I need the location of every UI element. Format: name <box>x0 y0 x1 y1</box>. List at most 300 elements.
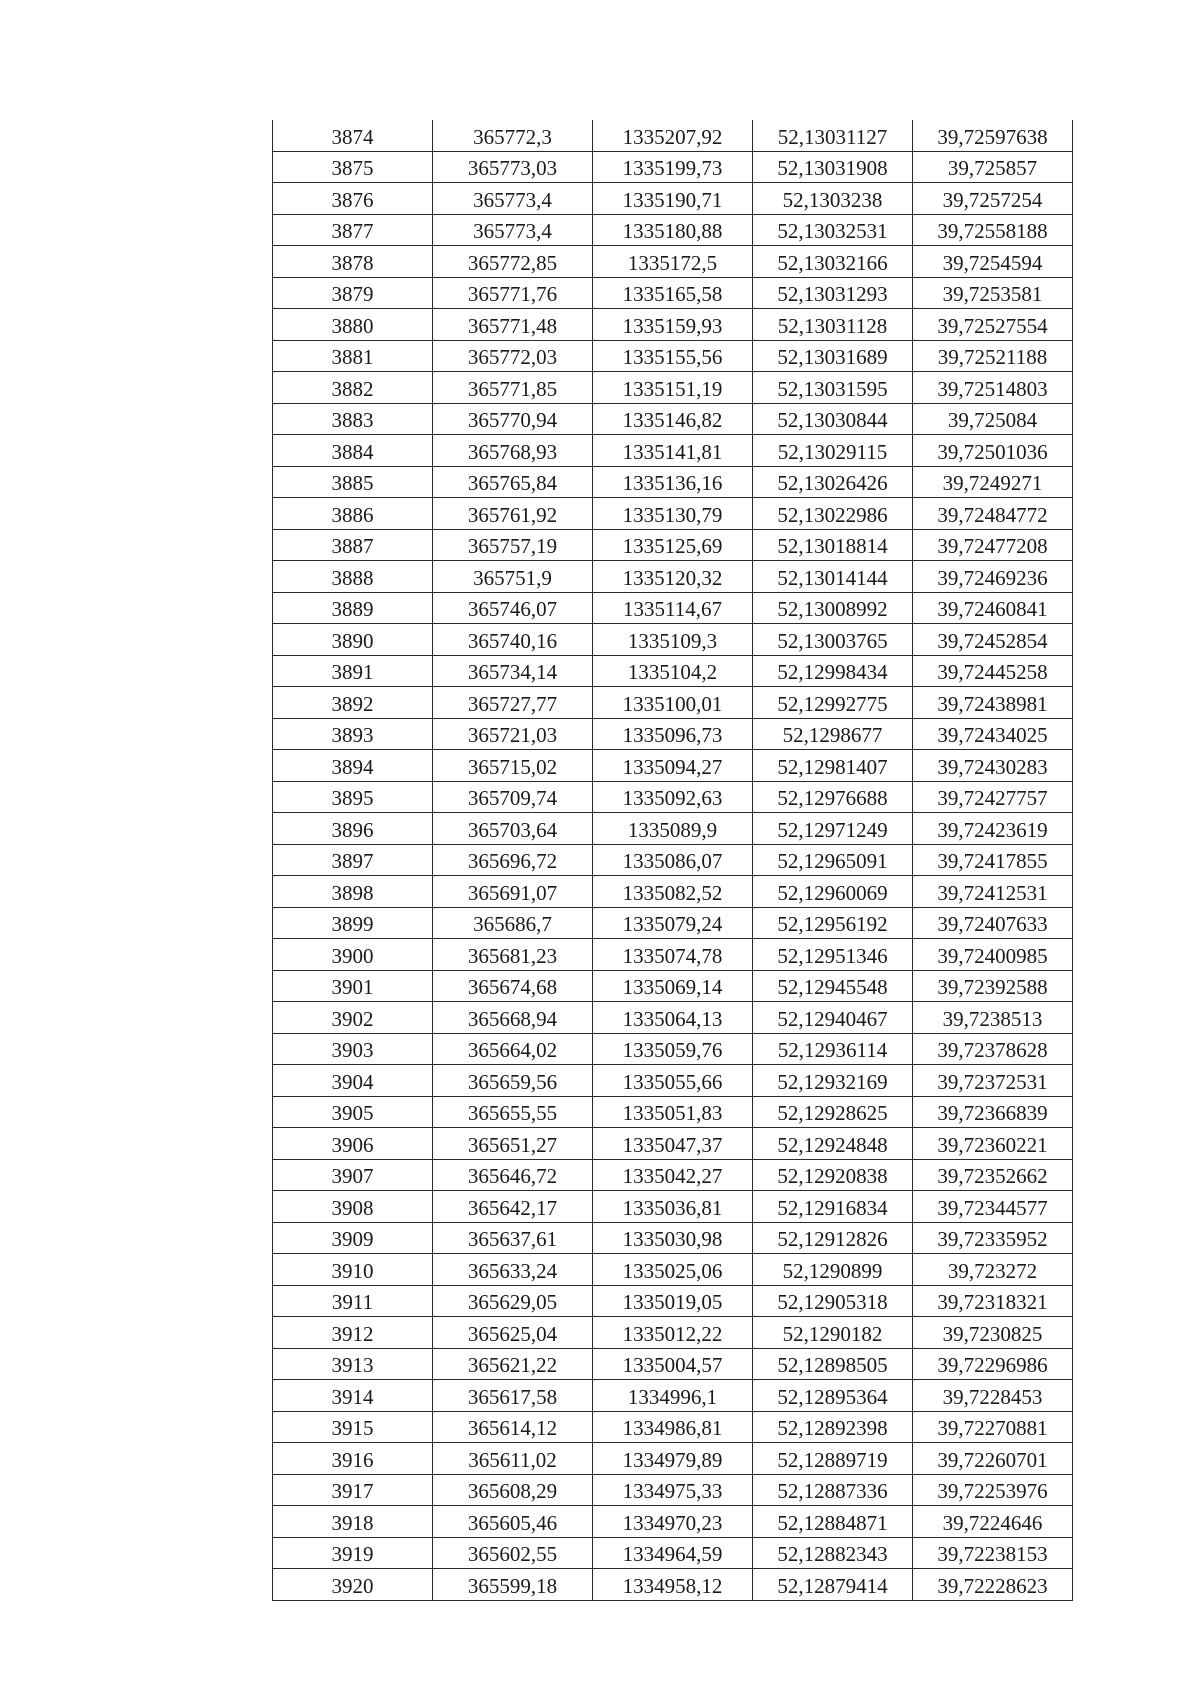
x-coordinate-cell <box>433 1380 593 1412</box>
x-coordinate-cell <box>433 1222 593 1254</box>
cell-value: 39,72228623 <box>937 1573 1048 1598</box>
cell-value: 52,13031595 <box>777 376 888 401</box>
cell-value: 52,12940467 <box>777 1006 888 1031</box>
point-number-cell <box>273 183 433 215</box>
cell-value: 1335036,81 <box>622 1195 723 1220</box>
latitude-cell <box>753 529 913 561</box>
cell-value: 365768,93 <box>467 439 558 464</box>
point-number-cell <box>273 1411 433 1443</box>
x-coordinate-cell <box>433 1411 593 1443</box>
table-row <box>273 970 1073 1002</box>
longitude-cell <box>913 592 1073 624</box>
table-row <box>273 372 1073 404</box>
latitude-cell <box>753 718 913 750</box>
x-coordinate-cell <box>433 844 593 876</box>
point-number-cell <box>273 466 433 498</box>
cell-value: 52,12928625 <box>777 1101 888 1125</box>
y-coordinate-cell <box>593 1065 753 1097</box>
latitude-cell <box>753 1254 913 1286</box>
cell-value: 1335155,56 <box>622 345 723 369</box>
table-row <box>273 466 1073 498</box>
cell-value: 1334970,23 <box>622 1510 723 1535</box>
x-coordinate-cell <box>433 1348 593 1380</box>
cell-value: 39,72558188 <box>937 219 1048 243</box>
cell-value: 39,72378628 <box>937 1038 1048 1062</box>
point-number-cell <box>273 340 433 372</box>
cell-value: 52,12956192 <box>777 912 888 936</box>
cell-value: 3898 <box>331 880 374 905</box>
y-coordinate-cell <box>593 1380 753 1412</box>
y-coordinate-cell <box>593 1002 753 1034</box>
latitude-cell <box>753 1348 913 1380</box>
cell-value: 39,72430283 <box>937 754 1048 779</box>
cell-value: 39,72360221 <box>937 1132 1048 1157</box>
cell-value: 52,12884871 <box>777 1510 888 1535</box>
cell-value: 1335055,66 <box>622 1069 723 1094</box>
table-row <box>273 1033 1073 1065</box>
cell-value: 52,12905318 <box>777 1290 888 1314</box>
table-row <box>273 277 1073 309</box>
cell-value: 1335104,2 <box>627 660 718 684</box>
point-number-cell <box>273 561 433 593</box>
cell-value: 52,12960069 <box>777 880 888 905</box>
cell-value: 39,7228453 <box>942 1384 1043 1409</box>
cell-value: 365715,02 <box>467 754 558 779</box>
cell-value: 39,72434025 <box>937 723 1048 747</box>
cell-value: 39,7238513 <box>942 1006 1043 1031</box>
cell-value: 1335199,73 <box>622 156 723 180</box>
cell-value: 3905 <box>331 1101 374 1125</box>
x-coordinate-cell <box>433 309 593 341</box>
point-number-cell <box>273 1380 433 1412</box>
y-coordinate-cell <box>593 1506 753 1538</box>
x-coordinate-cell <box>433 1317 593 1349</box>
cell-value: 52,1298677 <box>782 723 883 747</box>
cell-value: 1335151,19 <box>622 376 723 401</box>
cell-value: 1335172,5 <box>627 250 718 275</box>
table-row <box>273 844 1073 876</box>
point-number-cell <box>273 246 433 278</box>
x-coordinate-cell <box>433 1096 593 1128</box>
cell-value: 52,13032531 <box>777 219 888 243</box>
latitude-cell <box>753 813 913 845</box>
latitude-cell <box>753 750 913 782</box>
table-row <box>273 498 1073 530</box>
table-row <box>273 1411 1073 1443</box>
cell-value: 52,12951346 <box>777 943 888 968</box>
latitude-cell <box>753 624 913 656</box>
cell-value: 3879 <box>331 282 374 306</box>
x-coordinate-cell <box>433 655 593 687</box>
cell-value: 3886 <box>331 502 374 527</box>
y-coordinate-cell <box>593 1033 753 1065</box>
y-coordinate-cell <box>593 120 753 151</box>
point-number-cell <box>273 970 433 1002</box>
x-coordinate-cell <box>433 1191 593 1223</box>
x-coordinate-cell <box>433 1474 593 1506</box>
latitude-cell <box>753 1411 913 1443</box>
cell-value: 3885 <box>331 471 374 495</box>
cell-value: 365727,77 <box>467 691 558 716</box>
cell-value: 365681,23 <box>467 943 558 968</box>
cell-value: 52,1303238 <box>782 187 883 212</box>
point-number-cell <box>273 592 433 624</box>
cell-value: 39,7253581 <box>942 282 1043 306</box>
cell-value: 365605,46 <box>467 1510 558 1535</box>
cell-value: 365608,29 <box>467 1479 558 1503</box>
cell-value: 39,72335952 <box>937 1227 1048 1251</box>
longitude-cell <box>913 1065 1073 1097</box>
cell-value: 39,723272 <box>947 1258 1038 1283</box>
x-coordinate-cell <box>433 151 593 183</box>
point-number-cell <box>273 120 433 151</box>
cell-value: 365655,55 <box>467 1101 558 1125</box>
cell-value: 365773,4 <box>473 219 552 243</box>
cell-value: 39,7224646 <box>942 1510 1043 1535</box>
y-coordinate-cell <box>593 1317 753 1349</box>
longitude-cell <box>913 1506 1073 1538</box>
cell-value: 52,12992775 <box>777 691 888 716</box>
longitude-cell <box>913 781 1073 813</box>
cell-value: 52,12895364 <box>777 1384 888 1409</box>
longitude-cell <box>913 246 1073 278</box>
point-number-cell <box>273 1443 433 1475</box>
point-number-cell <box>273 1222 433 1254</box>
cell-value: 39,72318321 <box>937 1290 1048 1314</box>
cell-value: 52,1290182 <box>782 1321 883 1346</box>
y-coordinate-cell <box>593 403 753 435</box>
cell-value: 3880 <box>331 313 374 338</box>
longitude-cell <box>913 624 1073 656</box>
cell-value: 52,12976688 <box>777 786 888 810</box>
x-coordinate-cell <box>433 183 593 215</box>
cell-value: 1335082,52 <box>622 880 723 905</box>
cell-value: 3877 <box>331 219 374 243</box>
y-coordinate-cell <box>593 781 753 813</box>
x-coordinate-cell <box>433 939 593 971</box>
cell-value: 3903 <box>331 1038 374 1062</box>
cell-value: 39,72352662 <box>937 1164 1048 1188</box>
table-row <box>273 781 1073 813</box>
cell-value: 1335207,92 <box>622 124 723 149</box>
cell-value: 52,13022986 <box>777 502 888 527</box>
latitude-cell <box>753 1033 913 1065</box>
cell-value: 3909 <box>331 1227 374 1251</box>
cell-value: 39,72445258 <box>937 660 1048 684</box>
latitude-cell <box>753 1191 913 1223</box>
cell-value: 1335092,63 <box>622 786 723 810</box>
longitude-cell <box>913 876 1073 908</box>
cell-value: 1334979,89 <box>622 1447 723 1472</box>
cell-value: 365642,17 <box>467 1195 558 1220</box>
cell-value: 39,72501036 <box>937 439 1048 464</box>
cell-value: 365751,9 <box>473 565 552 590</box>
y-coordinate-cell <box>593 687 753 719</box>
longitude-cell <box>913 750 1073 782</box>
cell-value: 39,7249271 <box>942 471 1043 495</box>
cell-value: 1335190,71 <box>622 187 723 212</box>
latitude-cell <box>753 1285 913 1317</box>
longitude-cell <box>913 844 1073 876</box>
longitude-cell <box>913 1443 1073 1475</box>
cell-value: 39,72253976 <box>937 1479 1048 1503</box>
table-row <box>273 1443 1073 1475</box>
cell-value: 52,12945548 <box>777 975 888 999</box>
cell-value: 1335159,93 <box>622 313 723 338</box>
longitude-cell <box>913 939 1073 971</box>
x-coordinate-cell <box>433 1254 593 1286</box>
longitude-cell <box>913 1537 1073 1569</box>
longitude-cell <box>913 340 1073 372</box>
cell-value: 39,72270881 <box>937 1416 1048 1440</box>
cell-value: 365651,27 <box>467 1132 558 1157</box>
cell-value: 1335165,58 <box>622 282 723 306</box>
point-number-cell <box>273 1065 433 1097</box>
cell-value: 39,72597638 <box>937 124 1048 149</box>
cell-value: 52,12892398 <box>777 1416 888 1440</box>
latitude-cell <box>753 1537 913 1569</box>
cell-value: 3882 <box>331 376 374 401</box>
table-row <box>273 529 1073 561</box>
cell-value: 39,72392588 <box>937 975 1048 999</box>
cell-value: 52,12981407 <box>777 754 888 779</box>
x-coordinate-cell <box>433 1128 593 1160</box>
x-coordinate-cell <box>433 1569 593 1601</box>
cell-value: 3899 <box>331 912 374 936</box>
cell-value: 3910 <box>331 1258 374 1283</box>
y-coordinate-cell <box>593 1569 753 1601</box>
cell-value: 3874 <box>331 124 374 149</box>
y-coordinate-cell <box>593 655 753 687</box>
x-coordinate-cell <box>433 120 593 151</box>
cell-value: 3875 <box>331 156 374 180</box>
cell-value: 39,72412531 <box>937 880 1048 905</box>
cell-value: 1335180,88 <box>622 219 723 243</box>
x-coordinate-cell <box>433 466 593 498</box>
cell-value: 52,12965091 <box>777 849 888 873</box>
x-coordinate-cell <box>433 246 593 278</box>
cell-value: 365771,76 <box>467 282 558 306</box>
y-coordinate-cell <box>593 340 753 372</box>
table-row <box>273 876 1073 908</box>
table-row <box>273 592 1073 624</box>
cell-value: 1335064,13 <box>622 1006 723 1031</box>
x-coordinate-cell <box>433 372 593 404</box>
cell-value: 1335120,32 <box>622 565 723 590</box>
cell-value: 365646,72 <box>467 1164 558 1188</box>
cell-value: 39,72407633 <box>937 912 1048 936</box>
cell-value: 3884 <box>331 439 374 464</box>
cell-value: 365629,05 <box>467 1290 558 1314</box>
x-coordinate-cell <box>433 1159 593 1191</box>
cell-value: 52,13026426 <box>777 471 888 495</box>
table-row <box>273 907 1073 939</box>
x-coordinate-cell <box>433 907 593 939</box>
cell-value: 39,72296986 <box>937 1353 1048 1377</box>
cell-value: 1334958,12 <box>622 1573 723 1598</box>
cell-value: 52,12912826 <box>777 1227 888 1251</box>
longitude-cell <box>913 403 1073 435</box>
cell-value: 39,72260701 <box>937 1447 1048 1472</box>
longitude-cell <box>913 1002 1073 1034</box>
point-number-cell <box>273 372 433 404</box>
cell-value: 3892 <box>331 691 374 716</box>
cell-value: 3920 <box>331 1573 374 1598</box>
table-row <box>273 718 1073 750</box>
latitude-cell <box>753 1222 913 1254</box>
longitude-cell <box>913 813 1073 845</box>
point-number-cell <box>273 1002 433 1034</box>
point-number-cell <box>273 1569 433 1601</box>
cell-value: 1335079,24 <box>622 912 723 936</box>
point-number-cell <box>273 939 433 971</box>
cell-value: 39,72366839 <box>937 1101 1048 1125</box>
table-row <box>273 1159 1073 1191</box>
coordinates-table <box>272 120 1073 1601</box>
longitude-cell <box>913 277 1073 309</box>
latitude-cell <box>753 403 913 435</box>
y-coordinate-cell <box>593 1537 753 1569</box>
latitude-cell <box>753 561 913 593</box>
cell-value: 1335074,78 <box>622 943 723 968</box>
point-number-cell <box>273 1348 433 1380</box>
x-coordinate-cell <box>433 403 593 435</box>
point-number-cell <box>273 1254 433 1286</box>
point-number-cell <box>273 529 433 561</box>
x-coordinate-cell <box>433 592 593 624</box>
latitude-cell <box>753 435 913 467</box>
point-number-cell <box>273 624 433 656</box>
cell-value: 3878 <box>331 250 374 275</box>
latitude-cell <box>753 498 913 530</box>
table-row <box>273 340 1073 372</box>
latitude-cell <box>753 183 913 215</box>
cell-value: 52,12971249 <box>777 817 888 842</box>
cell-value: 39,7230825 <box>942 1321 1043 1346</box>
cell-value: 1334975,33 <box>622 1479 723 1503</box>
latitude-cell <box>753 1474 913 1506</box>
longitude-cell <box>913 1033 1073 1065</box>
cell-value: 3908 <box>331 1195 374 1220</box>
cell-value: 365686,7 <box>473 912 552 936</box>
cell-value: 39,72484772 <box>937 502 1048 527</box>
cell-value: 3911 <box>331 1290 374 1314</box>
y-coordinate-cell <box>593 1348 753 1380</box>
cell-value: 52,13003765 <box>777 628 888 653</box>
cell-value: 1335136,16 <box>622 471 723 495</box>
point-number-cell <box>273 1474 433 1506</box>
table-row <box>273 1474 1073 1506</box>
x-coordinate-cell <box>433 750 593 782</box>
cell-value: 39,7254594 <box>942 250 1043 275</box>
longitude-cell <box>913 466 1073 498</box>
point-number-cell <box>273 1096 433 1128</box>
cell-value: 39,72344577 <box>937 1195 1048 1220</box>
point-number-cell <box>273 813 433 845</box>
cell-value: 52,13014144 <box>777 565 888 590</box>
point-number-cell <box>273 655 433 687</box>
cell-value: 1335096,73 <box>622 723 723 747</box>
latitude-cell <box>753 340 913 372</box>
y-coordinate-cell <box>593 561 753 593</box>
latitude-cell <box>753 214 913 246</box>
table-row <box>273 1506 1073 1538</box>
cell-value: 365721,03 <box>467 723 558 747</box>
cell-value: 52,13031908 <box>777 156 888 180</box>
x-coordinate-cell <box>433 1506 593 1538</box>
y-coordinate-cell <box>593 466 753 498</box>
latitude-cell <box>753 907 913 939</box>
y-coordinate-cell <box>593 1411 753 1443</box>
table-row <box>273 246 1073 278</box>
latitude-cell <box>753 466 913 498</box>
latitude-cell <box>753 781 913 813</box>
x-coordinate-cell <box>433 561 593 593</box>
cell-value: 39,72477208 <box>937 534 1048 558</box>
y-coordinate-cell <box>593 844 753 876</box>
cell-value: 52,13031689 <box>777 345 888 369</box>
cell-value: 52,13018814 <box>777 534 888 558</box>
cell-value: 1335030,98 <box>622 1227 723 1251</box>
cell-value: 3919 <box>331 1542 374 1566</box>
cell-value: 1335125,69 <box>622 534 723 558</box>
cell-value: 52,12898505 <box>777 1353 888 1377</box>
table-row <box>273 1128 1073 1160</box>
cell-value: 3915 <box>331 1416 374 1440</box>
y-coordinate-cell <box>593 372 753 404</box>
table-row <box>273 1254 1073 1286</box>
longitude-cell <box>913 1348 1073 1380</box>
cell-value: 365611,02 <box>468 1447 557 1472</box>
cell-value: 3888 <box>331 565 374 590</box>
table-row <box>273 750 1073 782</box>
cell-value: 3894 <box>331 754 374 779</box>
cell-value: 52,13031128 <box>777 313 888 338</box>
x-coordinate-cell <box>433 1002 593 1034</box>
point-number-cell <box>273 1159 433 1191</box>
table-row <box>273 1191 1073 1223</box>
table-row <box>273 214 1073 246</box>
y-coordinate-cell <box>593 435 753 467</box>
x-coordinate-cell <box>433 529 593 561</box>
x-coordinate-cell <box>433 624 593 656</box>
latitude-cell <box>753 687 913 719</box>
cell-value: 52,12889719 <box>777 1447 888 1472</box>
cell-value: 52,13032166 <box>777 250 888 275</box>
cell-value: 3895 <box>331 786 374 810</box>
table-row <box>273 120 1073 151</box>
longitude-cell <box>913 372 1073 404</box>
cell-value: 365771,48 <box>467 313 558 338</box>
longitude-cell <box>913 1474 1073 1506</box>
cell-value: 365773,03 <box>467 156 558 180</box>
cell-value: 52,13031127 <box>777 124 888 149</box>
longitude-cell <box>913 1411 1073 1443</box>
point-number-cell <box>273 876 433 908</box>
y-coordinate-cell <box>593 907 753 939</box>
x-coordinate-cell <box>433 1033 593 1065</box>
cell-value: 1335012,22 <box>622 1321 723 1346</box>
cell-value: 1335025,06 <box>622 1258 723 1283</box>
cell-value: 365621,22 <box>467 1353 558 1377</box>
cell-value: 3904 <box>331 1069 374 1094</box>
y-coordinate-cell <box>593 1443 753 1475</box>
latitude-cell <box>753 844 913 876</box>
cell-value: 365757,19 <box>467 534 558 558</box>
latitude-cell <box>753 1506 913 1538</box>
point-number-cell <box>273 781 433 813</box>
cell-value: 39,72514803 <box>937 376 1048 401</box>
